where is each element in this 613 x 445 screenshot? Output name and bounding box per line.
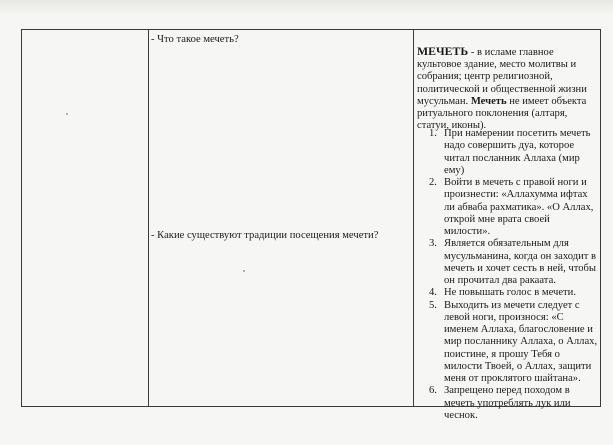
definition-text-2: не имеет объекта ритуального поклонения (алтаря, статуи, иконы). xyxy=(417,95,587,132)
empty-cell xyxy=(22,30,149,407)
scan-shadow xyxy=(0,0,613,16)
list-item: 5. Выходить из мечети следует с левой ноги, произнося: «С именем Аллаха, благословение и мир посланнику Аллаха, о Аллах, поистине, я прошу Тебя о милости Твоей, о Аллах, защити меня от проклятого шайтана». xyxy=(429,299,598,384)
questions-cell xyxy=(149,30,414,407)
list-item: 3. Является обязательным для мусульманина, когда он заходит в мечеть и хочет сесть в ней, чтобы он прочитал два ракаата. xyxy=(429,238,597,286)
answers-cell xyxy=(414,30,601,421)
question-mosque-traditions: - Какие существуют традиции посещения мечети? xyxy=(151,230,379,241)
lesson-table xyxy=(21,29,601,421)
mosque-definition xyxy=(417,45,599,132)
definition-text: - в исламе главное культовое здание, место молитвы и собрания; центр религиозной, политической и общественной жизни мусульман. xyxy=(417,47,587,107)
question-what-is-mosque: - Что такое мечеть? xyxy=(151,34,239,45)
list-item: 1. При намерении посетить мечеть надо совершить дуа, которое читал посланник Аллаха (мир ему) xyxy=(429,128,591,176)
list-item: 6. Запрещено перед походом в мечеть употреблять лук или чеснок. xyxy=(429,385,571,421)
table-row xyxy=(22,30,601,407)
list-item: 2. Войти в мечеть с правой ноги и произнести: «Аллахумма ифтах ли абваба рахматика». «О Аллах, открой мне врата своей милости». xyxy=(429,177,594,237)
scan-speck xyxy=(243,270,245,272)
traditions-list xyxy=(414,128,598,422)
list-item: 4. Не повышать голос в мечети. xyxy=(429,287,576,299)
definition-term-2: Мечеть xyxy=(470,95,507,107)
definition-term: МЕЧЕТЬ xyxy=(417,44,469,58)
scan-speck xyxy=(66,113,68,115)
